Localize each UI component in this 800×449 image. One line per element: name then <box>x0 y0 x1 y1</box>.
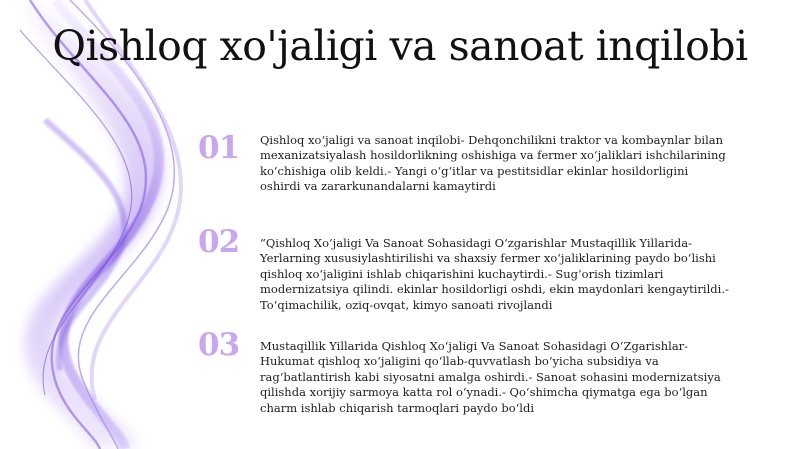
item-number-03: 03 <box>198 327 240 363</box>
item-text-01: Qishloq xo‘jaligi va sanoat inqilobi- Dehqonchilikni traktor va kombaynlar bilan mexanizatsiyalash hosildorlikning oshishiga va fermer xo‘jaliklari ishchilarining ko‘chishiga olib keldi.- Yangi o‘g‘itlar va pestitsidlar ekinlar hosildorligini oshirdi va zararkunandalarni kamaytirdi <box>260 133 726 194</box>
slide-title: Qishloq xo'jaligi va sanoat inqilobi <box>52 22 748 70</box>
item-number-02: 02 <box>198 224 240 260</box>
item-text-03: Mustaqillik Yillarida Qishloq Xo‘jaligi Va Sanoat Sohasidagi O‘Zgarishlar- Hukumat qishloq xo‘jaligini qo‘llab-quvvatlash bo‘yicha subsidiya va rag‘batlantirish kabi siyosatni amalga oshirdi.- Sanoat sohasini modernizatsiya qilishda xorijiy sarmoya katta rol o‘ynadi.- Qo‘shimcha qiymatga ega bo‘lgan charm ishlab chiqarish tarmoqlari paydo bo‘ldi <box>260 339 721 415</box>
item-text-02: “Qishloq Xo‘jaligi Va Sanoat Sohasidagi O‘zgarishlar Mustaqillik Yillarida- Yerlarning xususiylashtirilishi va shaxsiy fermer xo‘jaliklarining paydo bo‘lishi qishloq xo‘jaligini ishlab chiqarishini kuchaytirdi.- Sug‘orish tizimlari modernizatsiya qilindi. ekinlar hosildorligi oshdi, ekin maydonlari kengaytirildi.- To‘qimachilik, oziq-ovqat, kimyo sanoati rivojlandi <box>260 236 729 312</box>
item-number-01: 01 <box>198 130 240 166</box>
